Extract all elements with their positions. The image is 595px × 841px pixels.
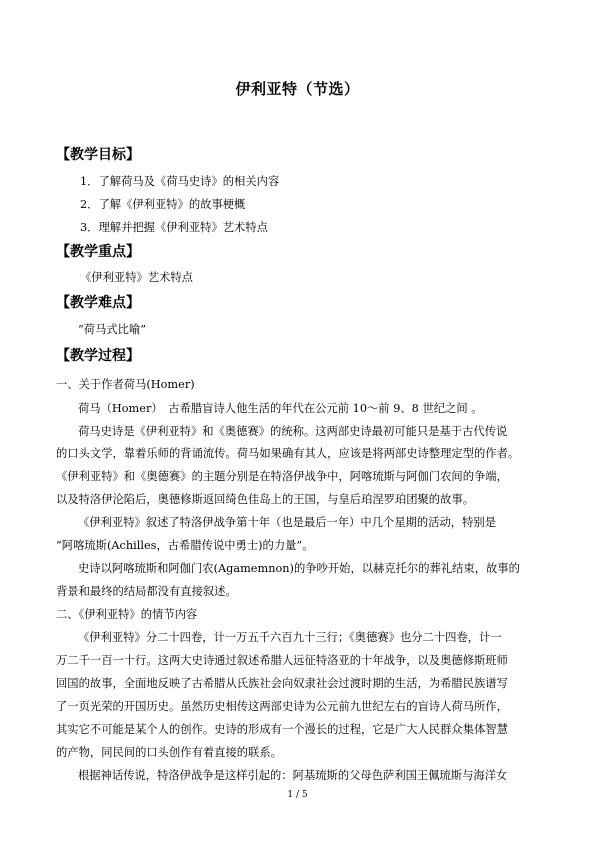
difficulty-text: “荷马式比喻” — [78, 323, 147, 336]
page-number: 1 / 5 — [287, 790, 308, 800]
objective-item: 3．理解并把握《伊利亚特》艺术特点 — [80, 221, 268, 234]
paragraph-line: 万二千一百一十行。这两大史诗通过叙述希腊人远征特洛亚的十年战争，以及奥德修斯班师 — [56, 654, 508, 667]
paragraph-line: 背景和最终的结局都没有直接叙述。 — [56, 585, 237, 598]
paragraph-line: 《伊利亚特》叙述了特洛伊战争第十年（也是最后一年）中几个星期的活动，特别是 — [78, 516, 496, 529]
key-point-text: 《伊利亚特》艺术特点 — [80, 271, 193, 284]
paragraph-line: “阿喀琉斯(Achilles，古希腊传说中勇士)的力量”。 — [56, 539, 314, 552]
heading-objectives: 【教学目标】 — [56, 147, 140, 163]
paragraph-line: 其实它不可能是某个人的创作。史诗的形成有一个漫长的过程，它是广大人民群众集体智慧 — [56, 723, 508, 736]
paragraph-line: 以及特洛伊沦陷后，奥德修斯返回绮色佳岛上的王国，与皇后珀涅罗珀团聚的故事。 — [56, 493, 474, 506]
paragraph-line: 《伊利亚特》和《奥德赛》的主题分别是在特洛伊战争中，阿喀琉斯与阿伽门农间的争端， — [56, 470, 508, 483]
objective-item: 1．了解荷马及《荷马史诗》的相关内容 — [80, 175, 280, 188]
paragraph-line: 的口头文学，靠着乐师的背诵流传。荷马如果确有其人，应该是将两部史诗整理定型的作者。 — [56, 447, 520, 460]
heading-difficulties: 【教学难点】 — [56, 295, 140, 311]
document-title: 伊利亚特（节选） — [235, 80, 360, 98]
paragraph-line: 《伊利亚特》分二十四卷，计一万五千六百九十三行；《奥德赛》也分二十四卷，计一 — [78, 631, 502, 644]
paragraph-line: 根据神话传说，特洛伊战争是这样引起的：阿基琉斯的父母色萨利国王佩琉斯与海洋女 — [78, 769, 508, 782]
paragraph-line: 回国的故事，全面地反映了古希腊从氏族社会向奴隶社会过渡时期的生活，为希腊民族谱写 — [56, 677, 508, 690]
paragraph-line: 了一页光荣的开国历史。虽然历史相传这两部史诗为公元前九世纪左右的盲诗人荷马所作， — [56, 700, 508, 713]
heading-key-points: 【教学重点】 — [56, 244, 140, 260]
paragraph-line: 荷马（Homer） 古希腊盲诗人他生活的年代在公元前 10～前 9、8 世纪之间 。 — [78, 402, 483, 415]
paragraph-line: 史诗以阿喀琉斯和阿伽门农(Agamemnon)的争吵开始，以赫克托尔的葬礼结束，故事的 — [78, 562, 520, 575]
paragraph-line: 的产物，同民间的口头创作有着直接的联系。 — [56, 746, 282, 759]
heading-process: 【教学过程】 — [56, 348, 140, 364]
section-title: 一、关于作者荷马(Homer) — [56, 378, 195, 391]
section-title: 二、《伊利亚特》的情节内容 — [56, 608, 198, 621]
paragraph-line: 荷马史诗是《伊利亚特》和《奥德赛》的统称。这两部史诗最初可能只是基于古代传说 — [78, 425, 508, 438]
objective-item: 2．了解《伊利亚特》的故事梗概 — [80, 198, 246, 211]
